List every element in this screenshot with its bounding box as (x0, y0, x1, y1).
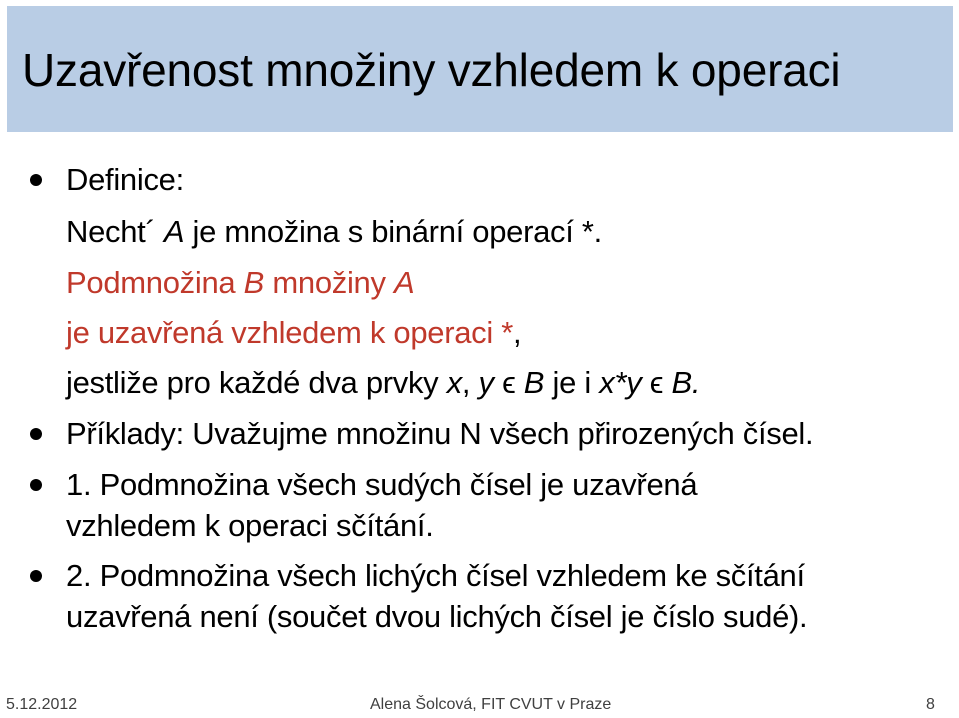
bullet-dot (30, 428, 42, 440)
bullet-priklady: Příklady: Uvažujme množinu N všech přirozených čísel. (66, 416, 814, 451)
definition-line-3: je uzavřená vzhledem k operaci *, (66, 315, 522, 350)
bullet-dot (30, 570, 42, 582)
bullet-dot (30, 174, 42, 186)
definition-line-2: Podmnožina B množiny A (66, 265, 415, 300)
bullet-example-1-line-1: 1. Podmnožina všech sudých čísel je uzavřená (66, 467, 698, 502)
definition-line-4: jestliže pro každé dva prvky x, y ϵ B je i x*y ϵ B. (66, 365, 701, 400)
bullet-definice: Definice: (66, 162, 184, 197)
footer-page-number: 8 (926, 696, 935, 713)
footer-author: Alena Šolcová, FIT CVUT v Praze (370, 696, 612, 713)
bullet-example-1-line-2: vzhledem k operaci sčítání. (66, 508, 434, 543)
bullet-example-2-line-1: 2. Podmnožina všech lichých čísel vzhledem ke sčítání (66, 558, 805, 593)
definition-line-1: Necht´ A je množina s binární operací *. (66, 214, 602, 249)
slide-title: Uzavřenost množiny vzhledem k operaci (22, 44, 841, 96)
bullet-dot (30, 479, 42, 491)
bullet-example-2-line-2: uzavřená není (součet dvou lichých čísel je číslo sudé). (66, 599, 808, 634)
footer-date: 5.12.2012 (6, 696, 78, 713)
